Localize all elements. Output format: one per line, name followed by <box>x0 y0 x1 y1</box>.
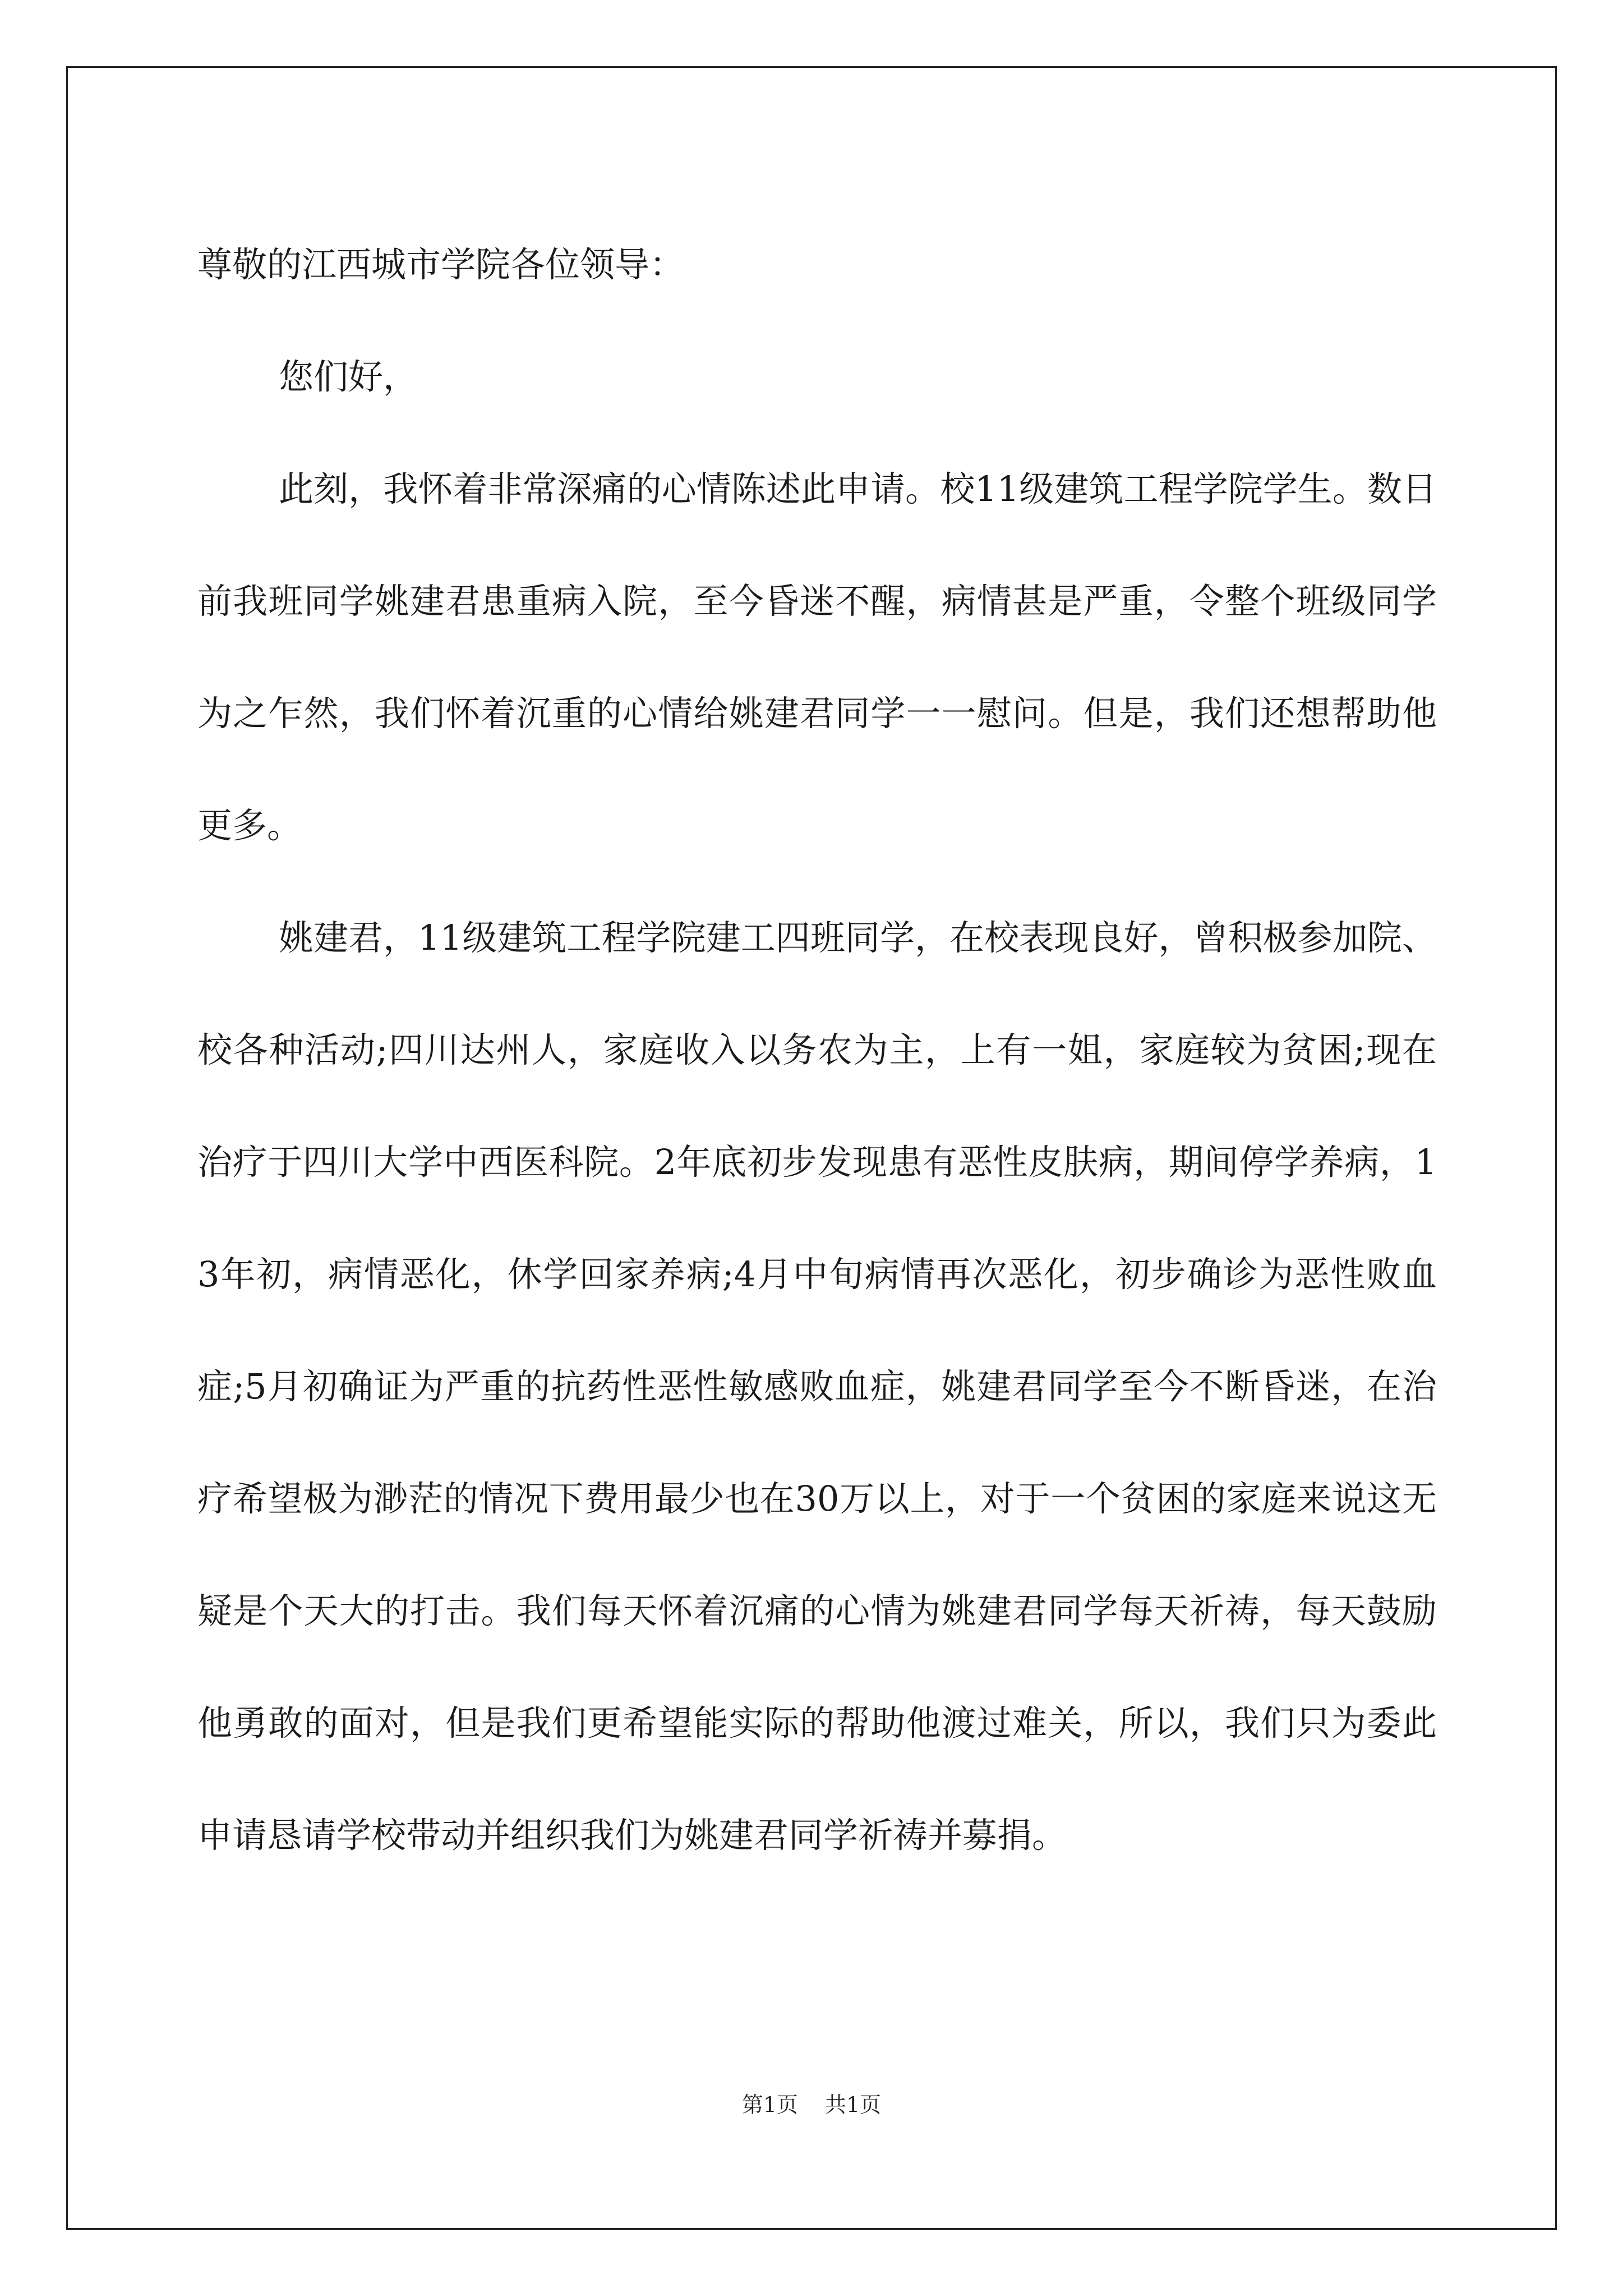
body-paragraph: 姚建君，11级建筑工程学院建工四班同学，在校表现良好，曾积极参加院、校各种活动;四川达州人，家庭收入以务农为主，上有一姐，家庭较为贫困;现在治疗于四川大学中西医科院。2年底初步发现患有恶性皮肤病，期间停学养病，13年初，病情恶化，休学回家养病;4月中旬病情再次恶化，初步确诊为恶性败血症;5月初确证为严重的抗药性恶性敏感败血症，姚建君同学至今不断昏迷，在治疗希望极为渺茫的情况下费用最少也在30万以上，对于一个贫困的家庭来说这无疑是个天大的打击。我们每天怀着沉痛的心情为姚建君同学每天祈祷，每天鼓励他勇敢的面对，但是我们更希望能实际的帮助他渡过难关，所以，我们只为委此申请恳请学校带动并组织我们为姚建君同学祈祷并募捐。 <box>197 917 1437 1856</box>
greeting-paragraph: 您们好， <box>279 356 418 397</box>
letter-salutation: 尊敬的江西城市学院各位领导： <box>197 244 685 285</box>
page-number: 第1页 <box>741 2092 798 2117</box>
page-count: 共1页 <box>825 2092 882 2117</box>
body-paragraph: 此刻，我怀着非常深痛的心情陈述此申请。校11级建筑工程学院学生。数日前我班同学姚建君患重病入院，至今昏迷不醒，病情甚是严重，令整个班级同学为之乍然，我们怀着沉重的心情给姚建君同学一一慰问。但是，我们还想帮助他更多。 <box>197 468 1437 846</box>
page-footer <box>0 2088 1623 2122</box>
letter-body <box>197 209 1437 1892</box>
